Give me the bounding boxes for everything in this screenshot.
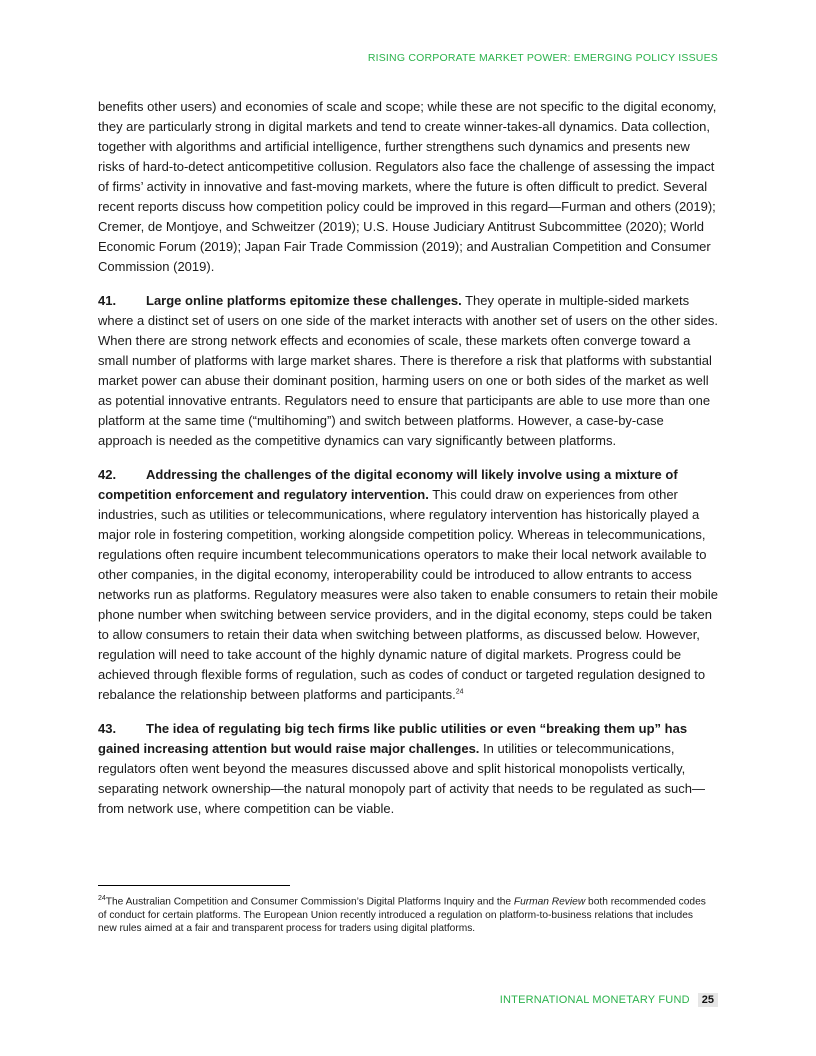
- paragraph-42: [98, 465, 720, 705]
- page-footer: [500, 993, 718, 1007]
- intro-paragraph: benefits other users) and economies of scale and scope; while these are not specific to the digital economy, they are particularly strong in digital markets and tend to create winner-takes-all dynamics. Data collection, together with algorithms and artificial intelligence, further strengthens such dynamics and presents new risks of hard-to-detect anticompetitive collusion. Regulators also face the challenge of assessing the impact of firms’ activity in innovative and fast-moving markets, where the future is often difficult to predict. Several recent reports discuss how competition policy could be improved in this regard—Furman and others (2019); Cremer, de Montjoye, and Schweitzer (2019); U.S. House Judiciary Antitrust Subcommittee (2020); World Economic Forum (2019); Japan Fair Trade Commission (2019); and Australian Competition and Consumer Commission (2019).: [98, 99, 717, 274]
- footnote-marker: 24: [98, 895, 106, 902]
- footnote-text-after: both recommended codes of conduct for certain platforms. The European Union recently introduced a regulation on platform-to-business relations that includes new rules aimed at a fair and transparent process for traders using digital platforms.: [98, 896, 706, 935]
- paragraph-text: This could draw on experiences from other industries, such as utilities or telecommunications, where regulatory intervention has historically played a major role in fostering competition, working alongside competition policy. Whereas in telecommunications, regulations often require incumbent telecommunications operators to make their local network available to other companies, in the digital economy, interoperability could be introduced to allow entrants to access networks run as platforms. Regulatory measures were also taken to enable consumers to retain their mobile phone number when switching between service providers, and in the digital economy, steps could be taken to allow consumers to retain their data when switching between platforms, as discussed below. However, regulation will need to take account of the highly dynamic nature of digital markets. Progress could be achieved through flexible forms of regulation, such as codes of conduct or targeted regulation designed to rebalance the relationship between platforms and participants.: [98, 487, 718, 702]
- running-header: RISING CORPORATE MARKET POWER: EMERGING POLICY ISSUES: [367, 52, 718, 64]
- footnote-reference[interactable]: 24: [455, 688, 464, 696]
- paragraph-41: [98, 291, 720, 451]
- paragraph-number: 43.: [98, 721, 117, 736]
- paragraph-text: In utilities or telecommunications, regulators often went beyond the measures discussed above and split historical monopolists vertically, separating network ownership—the natural monopoly part of activity that needs to be regulated as such—from network use, where competition can be viable.: [98, 741, 706, 816]
- footnote-divider: [98, 885, 290, 886]
- footnote: [98, 892, 708, 936]
- footnote-italic: Furman Review: [513, 896, 586, 908]
- paragraph-text: They operate in multiple-sided markets where a distinct set of users on one side of the market interacts with another set of users on the other sides. When there are strong network effects and economies of scale, these markets often converge toward a small number of platforms with large market shares. There is therefore a risk that platforms with substantial market power can abuse their dominant position, harming users on one or both sides of the market as well as potential innovative entrants. Regulators need to ensure that participants are able to use more than one platform at the same time (“multihoming”) and switch between platforms. However, a case-by-case approach is needed as the competitive dynamics can vary significantly between platforms.: [98, 293, 718, 448]
- body-text: [98, 97, 720, 833]
- paragraph-lead: The idea of regulating big tech firms like public utilities or even “breaking them up” has gained increasing attention but would raise major challenges.: [98, 721, 688, 756]
- footer-organization: INTERNATIONAL MONETARY FUND: [499, 994, 690, 1006]
- page-number: 25: [698, 993, 718, 1007]
- paragraph-43: [98, 719, 720, 819]
- paragraph-lead: Addressing the challenges of the digital economy will likely involve using a mixture of competition enforcement and regulatory intervention.: [98, 467, 678, 502]
- paragraph-number: 41.: [98, 293, 117, 308]
- paragraph-lead: Large online platforms epitomize these challenges.: [146, 293, 462, 308]
- footnote-text-before: The Australian Competition and Consumer Commission’s Digital Platforms Inquiry and the: [105, 896, 514, 908]
- paragraph-number: 42.: [98, 467, 117, 482]
